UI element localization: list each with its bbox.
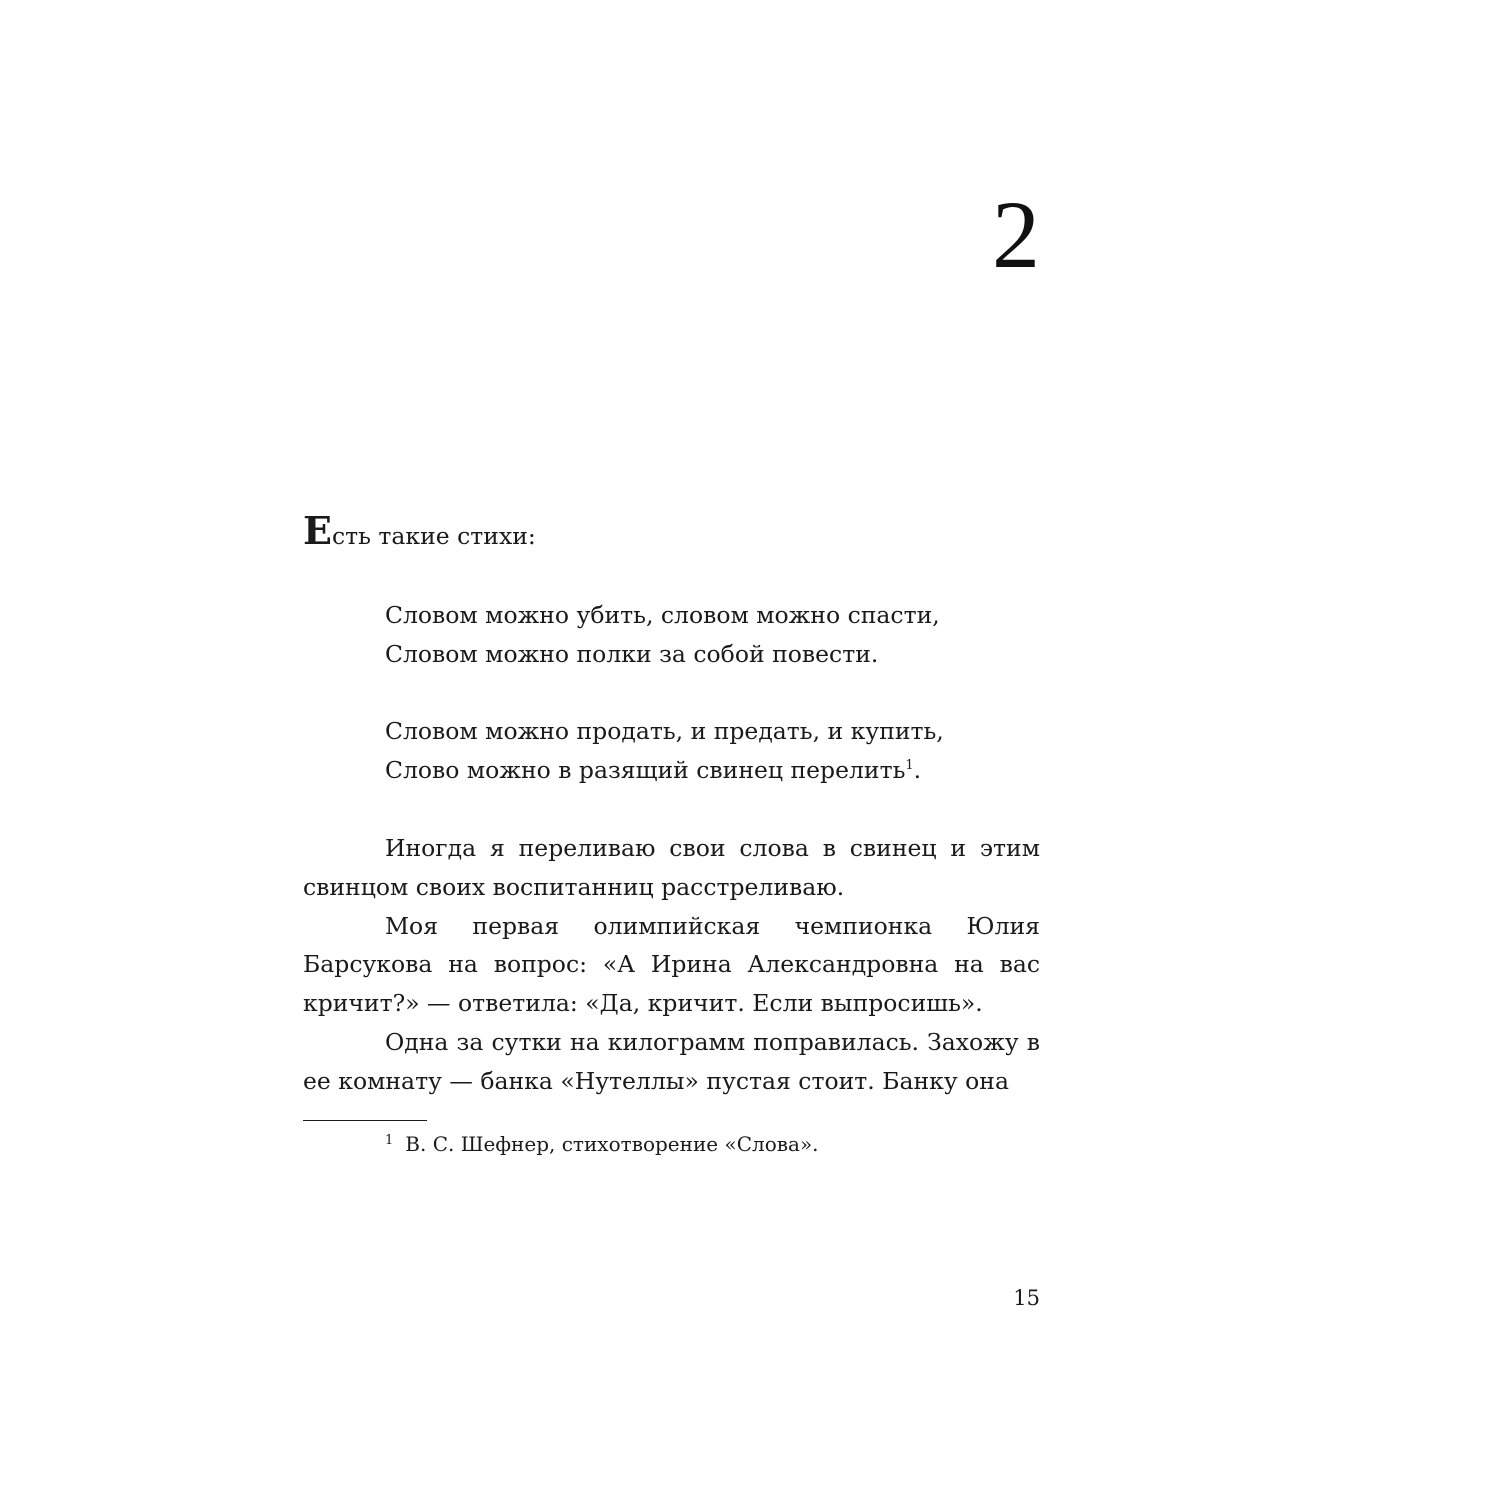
paragraph: Моя первая олимпийская чемпионка Юлия Барсукова на вопрос: «А Ирина Александровна на вас кричит?» — ответила: «Да, кричит. Если выпросишь». — [303, 911, 1040, 1018]
footnote-text: В. С. Шефнер, стихотворение «Слова». — [405, 1132, 819, 1156]
page-number: 15 — [1013, 1286, 1040, 1310]
verse-punctuation: . — [913, 755, 922, 784]
paragraph: Иногда я переливаю свои слова в свинец и этим свинцом своих воспитанниц расстреливаю. — [303, 834, 1040, 901]
poem-stanza-1 — [385, 596, 1040, 674]
intro-line — [303, 508, 1040, 556]
verse-line: Словом можно убить, словом можно спасти, — [385, 601, 940, 629]
verse-text: Слово можно в разящий свинец перелить — [385, 755, 906, 784]
poem-stanza-2 — [385, 712, 1040, 790]
footnote-reference[interactable]: 1 — [905, 757, 914, 773]
footnote-divider — [303, 1120, 427, 1121]
verse-line-with-footnote — [385, 751, 1040, 790]
body-text — [303, 829, 1040, 1101]
verse-line: Словом можно полки за собой повести. — [385, 639, 879, 668]
chapter-number: 2 — [992, 181, 1040, 288]
paragraph: Одна за сутки на килограмм поправилась. Захожу в ее комнату — банка «Нутеллы» пустая стоит. Банку она — [303, 1027, 1040, 1095]
footnote — [385, 1128, 1040, 1160]
verse-line: Словом можно продать, и предать, и купить, — [385, 717, 944, 745]
intro-text: сть такие стихи: — [331, 522, 536, 550]
footnote-marker: 1 — [385, 1133, 394, 1148]
drop-cap: Е — [303, 508, 332, 553]
